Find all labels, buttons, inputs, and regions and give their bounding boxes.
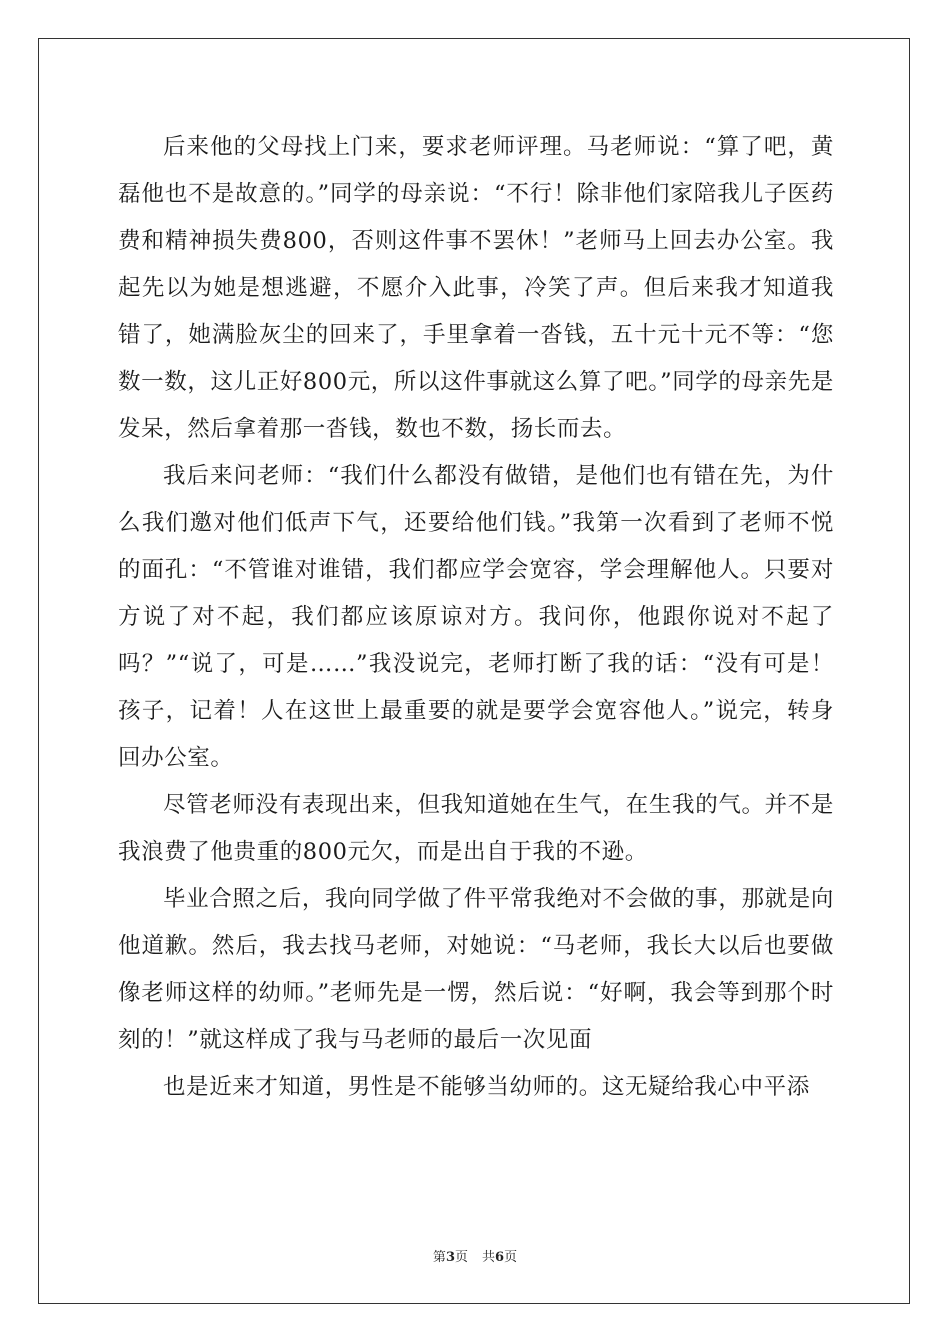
page-number-suffix: 页: [454, 1250, 468, 1265]
paragraph: 尽管老师没有表现出来，但我知道她在生气，在生我的气。并不是我浪费了他贵重的800元欠，而是出自于我的不逊。: [118, 792, 834, 865]
paragraph: 我后来问老师：“我们什么都没有做错，是他们也有错在先，为什么我们邀对他们低声下气，还要给他们钱。”我第一次看到了老师不悦的面孔：“不管谁对谁错，我们都应学会宽容，学会理解他人。只要对方说了对不起，我们都应该原谅对方。我问你，他跟你说对不起了吗？”“说了，可是……”我没说完，老师打断了我的话：“没有可是！孩子，记着！人在这世上最重要的就是要学会宽容他人。”说完，转身回办公室。: [118, 463, 834, 771]
page-total-suffix: 页: [504, 1250, 518, 1265]
paragraph: 毕业合照之后，我向同学做了件平常我绝对不会做的事，那就是向他道歉。然后，我去找马老师，对她说：“马老师，我长大以后也要做像老师这样的幼师。”老师先是一愣，然后说：“好啊，我会等到那个时刻的！”就这样成了我与马老师的最后一次见面: [118, 886, 834, 1053]
paragraph: 后来他的父母找上门来，要求老师评理。马老师说：“算了吧，黄磊他也不是故意的。”同学的母亲说：“不行！除非他们家陪我儿子医药费和精神损失费800，否则这件事不罢休！”老师马上回去办公室。我起先以为她是想逃避，不愿介入此事，冷笑了声。但后来我才知道我错了，她满脸灰尘的回来了，手里拿着一沓钱，五十元十元不等：“您数一数，这儿正好800元，所以这件事就这么算了吧。”同学的母亲先是发呆，然后拿着那一沓钱，数也不数，扬长而去。: [118, 134, 834, 442]
document-body: [118, 124, 834, 1111]
page-number-current: 3: [445, 1250, 455, 1265]
page-total-prefix: 共: [482, 1250, 496, 1265]
page-total: 6: [495, 1250, 505, 1265]
paragraph: 也是近来才知道，男性是不能够当幼师的。这无疑给我心中平添: [163, 1074, 810, 1100]
page-footer: [0, 1246, 950, 1265]
page-number-prefix: 第: [432, 1250, 446, 1265]
